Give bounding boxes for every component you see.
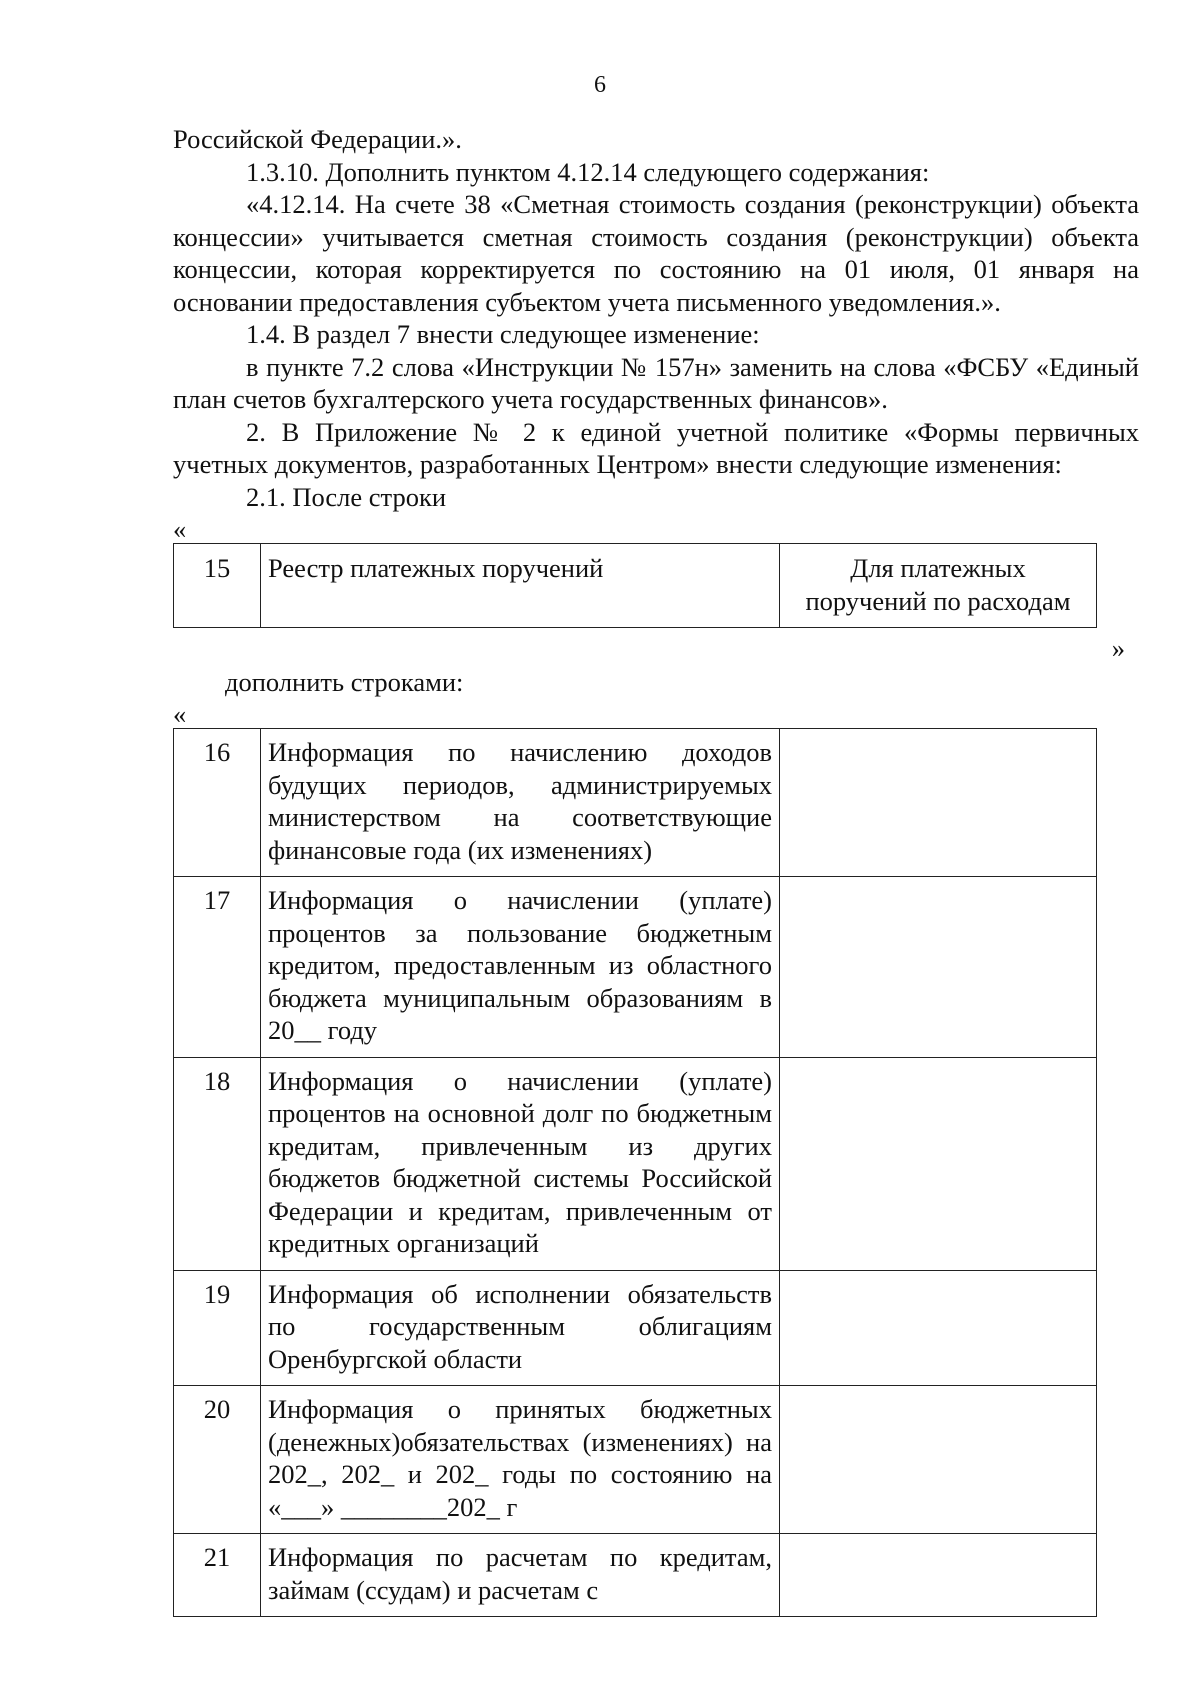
supplement-text: дополнить строками: [225,667,464,697]
paragraph: «4.12.14. На счете 38 «Сметная стоимость создания (реконструкции) объекта концессии» учитывается сметная стоимость создания (реконструкции) объекта концессии, которая корректируется по состоянию на 01 июля, 01 января на основании предоставления субъектом учета письменного уведомления.». [173,189,1139,317]
open-quote-2: « [173,699,187,729]
row-name: Реестр платежных поручений [261,544,780,628]
row-number: 15 [174,544,261,628]
paragraph: 2. В Приложение № 2 к единой учетной политике «Формы первичных учетных документов, разработанных Центром» внести следующие изменения: [173,416,1139,479]
row-name: Информация о начислении (уплате) процентов на основной долг по бюджетным кредитам, привлеченным из других бюджетов бюджетной системы Российской Федерации и кредитам, привлеченным от кредитных организаций [261,1057,780,1270]
row-number: 17 [174,877,261,1058]
page-number: 6 [594,72,606,98]
close-quote: » [1111,633,1125,663]
table-row [174,1057,1097,1270]
row-number: 20 [174,1386,261,1534]
table-row [174,1270,1097,1386]
row-name: Информация по начислению доходов будущих периодов, администрируемых министерством на соответствующие финансовые года (их изменениях) [261,729,780,877]
paragraph: 1.3.10. Дополнить пунктом 4.12.14 следующего содержания: [246,156,930,187]
row-note [780,1534,1097,1617]
paragraph: в пункте 7.2 слова «Инструкции № 157н» заменить на слова «ФСБУ «Единый план счетов бухгалтерского учета государственных финансов». [173,351,1139,414]
table-row [174,1386,1097,1534]
row-note [780,1270,1097,1386]
row-name: Информация о начислении (уплате) процентов за пользование бюджетным кредитом, предоставленным из областного бюджета муниципальным образованиям в 20__ году [261,877,780,1058]
document-body [173,123,1139,1617]
open-quote: « [173,514,187,544]
row-note [780,877,1097,1058]
row-name: Информация о принятых бюджетных (денежных)обязательствах (изменениях) на 202_, 202_ и 202_ годы по состоянию на «___» ________202_ г [261,1386,780,1534]
row-number: 16 [174,729,261,877]
paragraph: Российской Федерации.». [173,124,462,154]
table-row [174,729,1097,877]
paragraph: 2.1. После строки [246,481,447,512]
row-note [780,1057,1097,1270]
paragraph: 1.4. В раздел 7 внести следующее изменение: [246,319,760,349]
table-row [174,1534,1097,1617]
table-after [173,728,1097,1617]
row-note: Для платежных поручений по расходам [780,544,1097,628]
row-note [780,729,1097,877]
row-name: Информация об исполнении обязательств по государственным облигациям Оренбургской области [261,1270,780,1386]
row-number: 21 [174,1534,261,1617]
table-before [173,543,1097,628]
row-number: 18 [174,1057,261,1270]
table-row [174,544,1097,628]
row-number: 19 [174,1270,261,1386]
table-row [174,877,1097,1058]
row-note [780,1386,1097,1534]
row-name: Информация по расчетам по кредитам, займам (ссудам) и расчетам с [261,1534,780,1617]
